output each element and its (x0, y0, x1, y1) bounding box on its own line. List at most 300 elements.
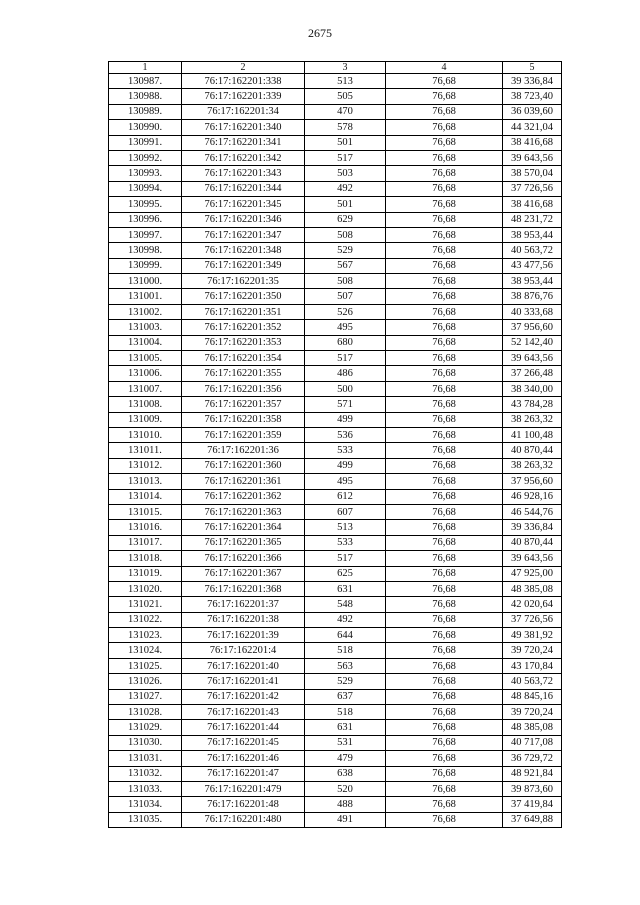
table-cell: 76,68 (386, 581, 503, 596)
table-cell: 44 321,04 (503, 120, 562, 135)
table-cell: 680 (305, 335, 386, 350)
table-cell: 76:17:162201:364 (182, 520, 305, 535)
table-cell: 40 563,72 (503, 674, 562, 689)
table-cell: 47 925,00 (503, 566, 562, 581)
table-cell: 76,68 (386, 658, 503, 673)
table-cell: 131008. (109, 397, 182, 412)
table-cell: 76,68 (386, 289, 503, 304)
table-cell: 529 (305, 243, 386, 258)
table-row (109, 381, 562, 396)
table-row (109, 581, 562, 596)
table-cell: 76,68 (386, 504, 503, 519)
table-row (109, 705, 562, 720)
table-cell: 76:17:162201:479 (182, 781, 305, 796)
table-row (109, 304, 562, 319)
table-cell: 37 266,48 (503, 366, 562, 381)
table-row (109, 551, 562, 566)
table-cell: 39 873,60 (503, 781, 562, 796)
table-cell: 37 726,56 (503, 612, 562, 627)
table-cell: 76,68 (386, 489, 503, 504)
table-body (109, 74, 562, 828)
table-row (109, 751, 562, 766)
table-cell: 131031. (109, 751, 182, 766)
table-row (109, 443, 562, 458)
table-cell: 505 (305, 89, 386, 104)
table-cell: 495 (305, 320, 386, 335)
table-cell: 76:17:162201:343 (182, 166, 305, 181)
table-header (109, 62, 562, 74)
table-cell: 131001. (109, 289, 182, 304)
table-cell: 52 142,40 (503, 335, 562, 350)
table-cell: 38 570,04 (503, 166, 562, 181)
table-cell: 503 (305, 166, 386, 181)
table-cell: 76:17:162201:355 (182, 366, 305, 381)
table-cell: 76,68 (386, 258, 503, 273)
table-cell: 76,68 (386, 643, 503, 658)
table-cell: 637 (305, 689, 386, 704)
table-cell: 76,68 (386, 166, 503, 181)
table-cell: 41 100,48 (503, 427, 562, 442)
table-cell: 76,68 (386, 689, 503, 704)
table-row (109, 335, 562, 350)
table-cell: 76,68 (386, 705, 503, 720)
table-cell: 131015. (109, 504, 182, 519)
table-cell: 517 (305, 150, 386, 165)
table-cell: 131021. (109, 597, 182, 612)
table-cell: 131003. (109, 320, 182, 335)
table-cell: 39 643,56 (503, 150, 562, 165)
table-cell: 76:17:162201:37 (182, 597, 305, 612)
table-cell: 76:17:162201:41 (182, 674, 305, 689)
table-cell: 76:17:162201:34 (182, 104, 305, 119)
table-row (109, 274, 562, 289)
table-row (109, 689, 562, 704)
table-cell: 76,68 (386, 135, 503, 150)
table-cell: 76:17:162201:346 (182, 212, 305, 227)
table-cell: 501 (305, 135, 386, 150)
table-cell: 76:17:162201:47 (182, 766, 305, 781)
table-cell: 76:17:162201:353 (182, 335, 305, 350)
table-row (109, 74, 562, 89)
table-cell: 76,68 (386, 104, 503, 119)
table-cell: 76,68 (386, 751, 503, 766)
table-cell: 533 (305, 535, 386, 550)
table-cell: 76:17:162201:344 (182, 181, 305, 196)
table-cell: 48 921,84 (503, 766, 562, 781)
table-row (109, 566, 562, 581)
table-row (109, 735, 562, 750)
table-cell: 76,68 (386, 120, 503, 135)
table-cell: 76,68 (386, 551, 503, 566)
table-cell: 130990. (109, 120, 182, 135)
table-cell: 76,68 (386, 612, 503, 627)
table-cell: 76,68 (386, 397, 503, 412)
table-cell: 76:17:162201:356 (182, 381, 305, 396)
table-cell: 131004. (109, 335, 182, 350)
table-cell: 529 (305, 674, 386, 689)
table-cell: 131019. (109, 566, 182, 581)
table-cell: 48 385,08 (503, 720, 562, 735)
table-row (109, 658, 562, 673)
table-cell: 131012. (109, 458, 182, 473)
table-cell: 38 263,32 (503, 458, 562, 473)
table-cell: 76:17:162201:342 (182, 150, 305, 165)
table-cell: 131033. (109, 781, 182, 796)
table-cell: 76:17:162201:4 (182, 643, 305, 658)
table-row (109, 120, 562, 135)
table-row (109, 150, 562, 165)
table-cell: 131000. (109, 274, 182, 289)
table-cell: 488 (305, 797, 386, 812)
table-cell: 40 563,72 (503, 243, 562, 258)
table-row (109, 320, 562, 335)
table-cell: 513 (305, 74, 386, 89)
table-cell: 131017. (109, 535, 182, 550)
table-cell: 39 720,24 (503, 705, 562, 720)
table-row (109, 766, 562, 781)
table-row (109, 474, 562, 489)
table-cell: 39 643,56 (503, 551, 562, 566)
data-table (108, 61, 562, 828)
table-cell: 501 (305, 197, 386, 212)
table-cell: 39 720,24 (503, 643, 562, 658)
table-cell: 43 784,28 (503, 397, 562, 412)
table-cell: 520 (305, 781, 386, 796)
table-cell: 517 (305, 351, 386, 366)
table-cell: 508 (305, 227, 386, 242)
table-cell: 76,68 (386, 197, 503, 212)
page-number: 2675 (308, 26, 332, 40)
table-cell: 76:17:162201:347 (182, 227, 305, 242)
table-cell: 37 956,60 (503, 474, 562, 489)
table-cell: 131034. (109, 797, 182, 812)
table-cell: 76:17:162201:361 (182, 474, 305, 489)
table-cell: 131011. (109, 443, 182, 458)
table-cell: 131002. (109, 304, 182, 319)
table-cell: 76:17:162201:357 (182, 397, 305, 412)
table-cell: 513 (305, 520, 386, 535)
table-cell: 42 020,64 (503, 597, 562, 612)
table-cell: 631 (305, 581, 386, 596)
table-cell: 76:17:162201:48 (182, 797, 305, 812)
table-cell: 131024. (109, 643, 182, 658)
table-cell: 548 (305, 597, 386, 612)
table-cell: 508 (305, 274, 386, 289)
table-cell: 130998. (109, 243, 182, 258)
table-cell: 76,68 (386, 781, 503, 796)
table-row (109, 243, 562, 258)
table-cell: 76:17:162201:43 (182, 705, 305, 720)
table-cell: 130989. (109, 104, 182, 119)
table-cell: 492 (305, 181, 386, 196)
column-header: 1 (109, 62, 182, 74)
table-row (109, 643, 562, 658)
table-cell: 578 (305, 120, 386, 135)
table-cell: 76,68 (386, 520, 503, 535)
table-cell: 563 (305, 658, 386, 673)
table-cell: 131007. (109, 381, 182, 396)
table-cell: 571 (305, 397, 386, 412)
table-cell: 130992. (109, 150, 182, 165)
table-cell: 39 336,84 (503, 520, 562, 535)
table-cell: 76:17:162201:359 (182, 427, 305, 442)
table-cell: 495 (305, 474, 386, 489)
table-row (109, 412, 562, 427)
table-cell: 130993. (109, 166, 182, 181)
table-cell: 130995. (109, 197, 182, 212)
table-cell: 38 340,00 (503, 381, 562, 396)
table-cell: 76,68 (386, 181, 503, 196)
table-cell: 76:17:162201:339 (182, 89, 305, 104)
table-cell: 37 419,84 (503, 797, 562, 812)
table-row (109, 227, 562, 242)
table-row (109, 720, 562, 735)
table-cell: 518 (305, 705, 386, 720)
table-cell: 76,68 (386, 212, 503, 227)
table-cell: 507 (305, 289, 386, 304)
table-cell: 38 876,76 (503, 289, 562, 304)
table-row (109, 597, 562, 612)
table-row (109, 351, 562, 366)
table-cell: 76:17:162201:42 (182, 689, 305, 704)
table-row (109, 535, 562, 550)
table-cell: 76:17:162201:367 (182, 566, 305, 581)
table-row (109, 674, 562, 689)
table-cell: 612 (305, 489, 386, 504)
table-cell: 37 956,60 (503, 320, 562, 335)
table-cell: 76,68 (386, 628, 503, 643)
table-row (109, 797, 562, 812)
table-row (109, 89, 562, 104)
table-cell: 131030. (109, 735, 182, 750)
table-row (109, 520, 562, 535)
table-cell: 499 (305, 412, 386, 427)
table-cell: 76,68 (386, 427, 503, 442)
table-cell: 36 039,60 (503, 104, 562, 119)
table-row (109, 612, 562, 627)
table-cell: 76:17:162201:45 (182, 735, 305, 750)
table-cell: 76:17:162201:360 (182, 458, 305, 473)
table-cell: 76,68 (386, 381, 503, 396)
table-cell: 38 416,68 (503, 197, 562, 212)
table-cell: 499 (305, 458, 386, 473)
table-cell: 76,68 (386, 320, 503, 335)
table-cell: 43 477,56 (503, 258, 562, 273)
table-cell: 131010. (109, 427, 182, 442)
table-cell: 131025. (109, 658, 182, 673)
table-cell: 131020. (109, 581, 182, 596)
table-cell: 76:17:162201:351 (182, 304, 305, 319)
table-cell: 76:17:162201:345 (182, 197, 305, 212)
table-cell: 76,68 (386, 458, 503, 473)
table-cell: 38 723,40 (503, 89, 562, 104)
table-cell: 76:17:162201:349 (182, 258, 305, 273)
table-cell: 76,68 (386, 797, 503, 812)
table-cell: 76:17:162201:352 (182, 320, 305, 335)
table-cell: 38 263,32 (503, 412, 562, 427)
table-cell: 39 336,84 (503, 74, 562, 89)
table-cell: 131016. (109, 520, 182, 535)
table-cell: 130991. (109, 135, 182, 150)
column-header: 2 (182, 62, 305, 74)
table-cell: 130987. (109, 74, 182, 89)
table-cell: 40 333,68 (503, 304, 562, 319)
header-row (109, 62, 562, 74)
table-cell: 76,68 (386, 412, 503, 427)
table-cell: 131026. (109, 674, 182, 689)
table-cell: 38 953,44 (503, 274, 562, 289)
table-cell: 486 (305, 366, 386, 381)
table-cell: 37 726,56 (503, 181, 562, 196)
table-cell: 625 (305, 566, 386, 581)
table-row (109, 135, 562, 150)
table-cell: 76,68 (386, 443, 503, 458)
table-row (109, 628, 562, 643)
table-cell: 76:17:162201:35 (182, 274, 305, 289)
table-cell: 131005. (109, 351, 182, 366)
table-cell: 130999. (109, 258, 182, 273)
table-cell: 629 (305, 212, 386, 227)
table-row (109, 289, 562, 304)
table-cell: 607 (305, 504, 386, 519)
table-cell: 131032. (109, 766, 182, 781)
column-header: 5 (503, 62, 562, 74)
table-cell: 49 381,92 (503, 628, 562, 643)
table-cell: 131014. (109, 489, 182, 504)
table-row (109, 258, 562, 273)
table-cell: 76:17:162201:366 (182, 551, 305, 566)
table-cell: 76,68 (386, 150, 503, 165)
table-row (109, 458, 562, 473)
table-cell: 131013. (109, 474, 182, 489)
table-cell: 76:17:162201:348 (182, 243, 305, 258)
table-cell: 48 231,72 (503, 212, 562, 227)
table-cell: 533 (305, 443, 386, 458)
table-cell: 76,68 (386, 335, 503, 350)
table-cell: 46 544,76 (503, 504, 562, 519)
table-row (109, 397, 562, 412)
table-cell: 517 (305, 551, 386, 566)
table-cell: 36 729,72 (503, 751, 562, 766)
table-cell: 76,68 (386, 227, 503, 242)
table-cell: 644 (305, 628, 386, 643)
table-cell: 492 (305, 612, 386, 627)
table-cell: 76,68 (386, 720, 503, 735)
table-cell: 43 170,84 (503, 658, 562, 673)
table-row (109, 812, 562, 827)
table-cell: 500 (305, 381, 386, 396)
table-cell: 76:17:162201:350 (182, 289, 305, 304)
table-cell: 131028. (109, 705, 182, 720)
table-cell: 131009. (109, 412, 182, 427)
table-cell: 567 (305, 258, 386, 273)
table-cell: 531 (305, 735, 386, 750)
table-cell: 38 953,44 (503, 227, 562, 242)
table-cell: 526 (305, 304, 386, 319)
table-cell: 76:17:162201:354 (182, 351, 305, 366)
table-cell: 76:17:162201:340 (182, 120, 305, 135)
table-cell: 131022. (109, 612, 182, 627)
table-cell: 76,68 (386, 74, 503, 89)
table-cell: 76:17:162201:338 (182, 74, 305, 89)
table-cell: 518 (305, 643, 386, 658)
table-cell: 491 (305, 812, 386, 827)
table-cell: 479 (305, 751, 386, 766)
table-cell: 130994. (109, 181, 182, 196)
table-cell: 76:17:162201:39 (182, 628, 305, 643)
table-cell: 76,68 (386, 366, 503, 381)
table-cell: 76,68 (386, 812, 503, 827)
table-cell: 76:17:162201:46 (182, 751, 305, 766)
table-cell: 46 928,16 (503, 489, 562, 504)
table-cell: 76,68 (386, 766, 503, 781)
table-cell: 131027. (109, 689, 182, 704)
table-cell: 76:17:162201:40 (182, 658, 305, 673)
table-cell: 130996. (109, 212, 182, 227)
table-cell: 76,68 (386, 535, 503, 550)
table-cell: 76:17:162201:362 (182, 489, 305, 504)
table-cell: 131018. (109, 551, 182, 566)
table-cell: 76:17:162201:358 (182, 412, 305, 427)
table-row (109, 197, 562, 212)
table-row (109, 104, 562, 119)
table-cell: 76:17:162201:36 (182, 443, 305, 458)
table-cell: 76,68 (386, 474, 503, 489)
table-cell: 76,68 (386, 735, 503, 750)
table-row (109, 181, 562, 196)
table-cell: 76:17:162201:38 (182, 612, 305, 627)
table-cell: 76,68 (386, 566, 503, 581)
table-cell: 39 643,56 (503, 351, 562, 366)
table-cell: 76,68 (386, 351, 503, 366)
table-cell: 131035. (109, 812, 182, 827)
table-cell: 131006. (109, 366, 182, 381)
table-row (109, 504, 562, 519)
table-cell: 37 649,88 (503, 812, 562, 827)
table-cell: 76,68 (386, 274, 503, 289)
table-row (109, 366, 562, 381)
table-cell: 76:17:162201:365 (182, 535, 305, 550)
table-cell: 76,68 (386, 89, 503, 104)
table-cell: 76,68 (386, 597, 503, 612)
table-row (109, 166, 562, 181)
table-cell: 40 717,08 (503, 735, 562, 750)
table-cell: 76,68 (386, 304, 503, 319)
column-header: 3 (305, 62, 386, 74)
table-cell: 76,68 (386, 243, 503, 258)
table-cell: 130997. (109, 227, 182, 242)
table-cell: 536 (305, 427, 386, 442)
table-cell: 76:17:162201:363 (182, 504, 305, 519)
table-cell: 40 870,44 (503, 535, 562, 550)
table-cell: 131023. (109, 628, 182, 643)
table-cell: 76:17:162201:341 (182, 135, 305, 150)
table-cell: 631 (305, 720, 386, 735)
table-cell: 38 416,68 (503, 135, 562, 150)
table-cell: 48 845,16 (503, 689, 562, 704)
table-row (109, 427, 562, 442)
table-row (109, 489, 562, 504)
table-cell: 130988. (109, 89, 182, 104)
table-cell: 470 (305, 104, 386, 119)
table-cell: 131029. (109, 720, 182, 735)
table-row (109, 781, 562, 796)
table-row (109, 212, 562, 227)
table-cell: 76:17:162201:480 (182, 812, 305, 827)
table-cell: 40 870,44 (503, 443, 562, 458)
table-cell: 76:17:162201:44 (182, 720, 305, 735)
table-cell: 76:17:162201:368 (182, 581, 305, 596)
